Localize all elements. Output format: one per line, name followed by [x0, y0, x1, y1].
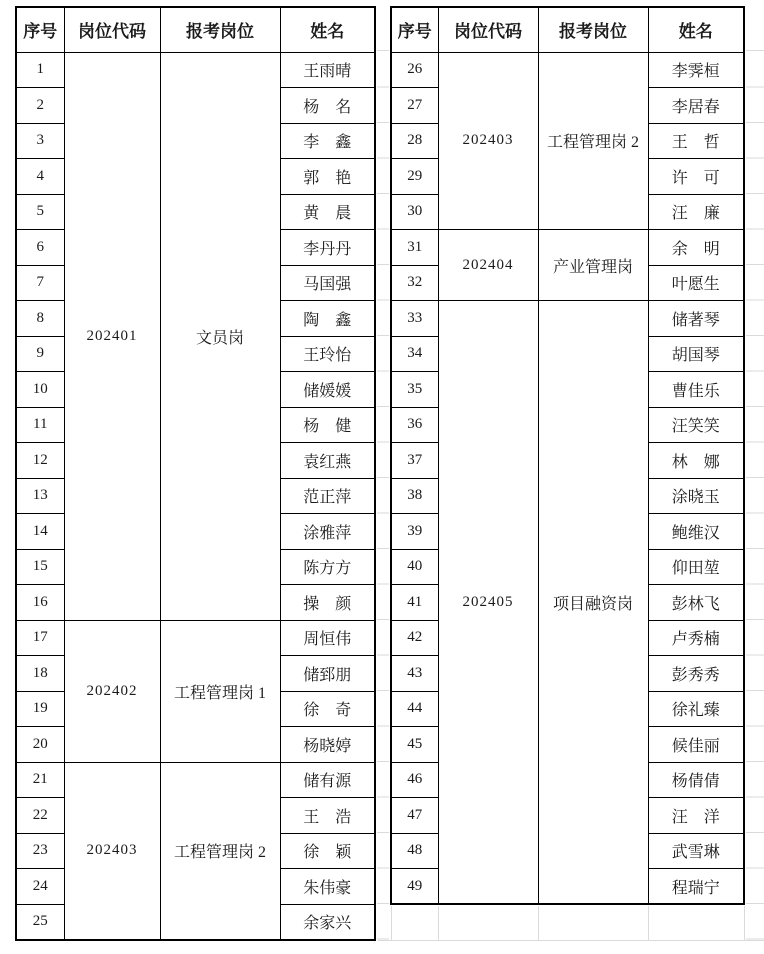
serial-number-cell: 24 [16, 869, 64, 905]
column-header: 岗位代码 [438, 7, 538, 52]
column-header: 报考岗位 [160, 7, 280, 52]
applicant-name-cell: 范正萍 [280, 478, 375, 514]
applicant-name-cell: 涂雅萍 [280, 514, 375, 550]
applicant-name-cell: 徐 颖 [280, 833, 375, 869]
applicant-name-cell: 储著琴 [648, 301, 744, 337]
applicant-name-cell: 林 娜 [648, 443, 744, 479]
faint-gridline [744, 906, 745, 940]
serial-number-cell: 35 [391, 372, 438, 408]
serial-number-cell: 20 [16, 727, 64, 763]
applicant-name-cell: 余 明 [648, 230, 744, 266]
serial-number-cell: 42 [391, 620, 438, 656]
applicant-name-cell: 徐 奇 [280, 691, 375, 727]
table-header-row [16, 7, 375, 52]
table-row [391, 230, 744, 266]
serial-number-cell: 17 [16, 620, 64, 656]
applicant-name-cell: 郭 艳 [280, 159, 375, 195]
applicant-name-cell: 陈方方 [280, 549, 375, 585]
applicant-name-cell: 杨 健 [280, 407, 375, 443]
serial-number-cell: 44 [391, 691, 438, 727]
serial-number-cell: 31 [391, 230, 438, 266]
serial-number-cell: 25 [16, 904, 64, 940]
faint-gridline [538, 906, 539, 940]
serial-number-cell: 26 [391, 52, 438, 88]
applicant-name-cell: 武雪琳 [648, 833, 744, 869]
position-name-cell: 工程管理岗 1 [160, 620, 280, 762]
column-header: 序号 [391, 7, 438, 52]
faint-gridline [391, 906, 392, 940]
serial-number-cell: 7 [16, 265, 64, 301]
serial-number-cell: 15 [16, 549, 64, 585]
serial-number-cell: 16 [16, 585, 64, 621]
serial-number-cell: 11 [16, 407, 64, 443]
column-header: 姓名 [280, 7, 375, 52]
applicant-name-cell: 徐礼臻 [648, 691, 744, 727]
serial-number-cell: 2 [16, 88, 64, 124]
serial-number-cell: 9 [16, 336, 64, 372]
serial-number-cell: 32 [391, 265, 438, 301]
applicant-name-cell: 汪笑笑 [648, 407, 744, 443]
serial-number-cell: 4 [16, 159, 64, 195]
position-code-cell: 202403 [438, 52, 538, 230]
serial-number-cell: 33 [391, 301, 438, 337]
serial-number-cell: 43 [391, 656, 438, 692]
serial-number-cell: 40 [391, 549, 438, 585]
position-code-cell: 202405 [438, 301, 538, 905]
applicant-name-cell: 胡国琴 [648, 336, 744, 372]
faint-gridline-gap-strip [377, 52, 389, 940]
serial-number-cell: 14 [16, 514, 64, 550]
applicant-name-cell: 鲍维汉 [648, 514, 744, 550]
applicant-name-cell: 储有源 [280, 762, 375, 798]
applicant-name-cell: 李居春 [648, 88, 744, 124]
serial-number-cell: 23 [16, 833, 64, 869]
serial-number-cell: 39 [391, 514, 438, 550]
applicant-name-cell: 许 可 [648, 159, 744, 195]
applicant-name-cell: 朱伟豪 [280, 869, 375, 905]
serial-number-cell: 18 [16, 656, 64, 692]
position-name-cell: 文员岗 [160, 52, 280, 620]
applicant-name-cell: 曹佳乐 [648, 372, 744, 408]
column-header: 岗位代码 [64, 7, 160, 52]
applicant-name-cell: 汪 洋 [648, 798, 744, 834]
applicant-name-cell: 周恒伟 [280, 620, 375, 656]
serial-number-cell: 34 [391, 336, 438, 372]
column-header: 姓名 [648, 7, 744, 52]
applicant-name-cell: 王雨晴 [280, 52, 375, 88]
serial-number-cell: 38 [391, 478, 438, 514]
faint-gridline [648, 906, 649, 940]
table-header-row [391, 7, 744, 52]
applicant-name-cell: 程瑞宁 [648, 869, 744, 905]
serial-number-cell: 48 [391, 833, 438, 869]
applicant-name-cell: 杨晓婷 [280, 727, 375, 763]
applicant-name-cell: 叶愿生 [648, 265, 744, 301]
column-header: 序号 [16, 7, 64, 52]
applicant-name-cell: 杨 名 [280, 88, 375, 124]
serial-number-cell: 41 [391, 585, 438, 621]
serial-number-cell: 6 [16, 230, 64, 266]
faint-gridline-right-strip [746, 52, 764, 940]
applicant-name-cell: 杨倩倩 [648, 762, 744, 798]
position-code-cell: 202403 [64, 762, 160, 940]
faint-gridline [378, 940, 764, 941]
position-name-cell: 工程管理岗 2 [538, 52, 648, 230]
applicant-name-cell: 彭秀秀 [648, 656, 744, 692]
serial-number-cell: 37 [391, 443, 438, 479]
serial-number-cell: 29 [391, 159, 438, 195]
serial-number-cell: 3 [16, 123, 64, 159]
applicant-name-cell: 卢秀楠 [648, 620, 744, 656]
table-row [16, 620, 375, 656]
applicant-name-cell: 马国强 [280, 265, 375, 301]
applicant-name-cell: 王 浩 [280, 798, 375, 834]
serial-number-cell: 27 [391, 88, 438, 124]
table-row [16, 52, 375, 88]
serial-number-cell: 30 [391, 194, 438, 230]
serial-number-cell: 21 [16, 762, 64, 798]
applicant-name-cell: 储媛媛 [280, 372, 375, 408]
position-code-cell: 202402 [64, 620, 160, 762]
position-code-cell: 202404 [438, 230, 538, 301]
table-row [391, 301, 744, 337]
applicant-name-cell: 汪 廉 [648, 194, 744, 230]
serial-number-cell: 1 [16, 52, 64, 88]
applicant-name-cell: 操 颜 [280, 585, 375, 621]
serial-number-cell: 46 [391, 762, 438, 798]
applicant-name-cell: 王 哲 [648, 123, 744, 159]
applicant-name-cell: 李丹丹 [280, 230, 375, 266]
serial-number-cell: 13 [16, 478, 64, 514]
serial-number-cell: 10 [16, 372, 64, 408]
faint-gridline [377, 50, 389, 51]
serial-number-cell: 8 [16, 301, 64, 337]
column-header: 报考岗位 [538, 7, 648, 52]
applicant-name-cell: 袁红燕 [280, 443, 375, 479]
applicant-name-cell: 余家兴 [280, 904, 375, 940]
applicant-roster-table-left [15, 6, 376, 941]
applicant-name-cell: 彭林飞 [648, 585, 744, 621]
position-name-cell: 工程管理岗 2 [160, 762, 280, 940]
applicant-name-cell: 黄 晨 [280, 194, 375, 230]
serial-number-cell: 28 [391, 123, 438, 159]
applicant-name-cell: 储郅朋 [280, 656, 375, 692]
serial-number-cell: 22 [16, 798, 64, 834]
table-row [391, 52, 744, 88]
applicant-name-cell: 陶 鑫 [280, 301, 375, 337]
applicant-name-cell: 王玲怡 [280, 336, 375, 372]
table-row [16, 762, 375, 798]
applicant-name-cell: 李 鑫 [280, 123, 375, 159]
serial-number-cell: 12 [16, 443, 64, 479]
serial-number-cell: 5 [16, 194, 64, 230]
serial-number-cell: 49 [391, 869, 438, 905]
faint-gridline [746, 50, 764, 51]
applicant-name-cell: 仰田堃 [648, 549, 744, 585]
applicant-name-cell: 候佳丽 [648, 727, 744, 763]
serial-number-cell: 19 [16, 691, 64, 727]
applicant-name-cell: 涂晓玉 [648, 478, 744, 514]
applicant-name-cell: 李霁桓 [648, 52, 744, 88]
position-code-cell: 202401 [64, 52, 160, 620]
faint-gridline [438, 906, 439, 940]
serial-number-cell: 47 [391, 798, 438, 834]
serial-number-cell: 36 [391, 407, 438, 443]
position-name-cell: 项目融资岗 [538, 301, 648, 905]
applicant-roster-table-right [390, 6, 745, 905]
serial-number-cell: 45 [391, 727, 438, 763]
position-name-cell: 产业管理岗 [538, 230, 648, 301]
